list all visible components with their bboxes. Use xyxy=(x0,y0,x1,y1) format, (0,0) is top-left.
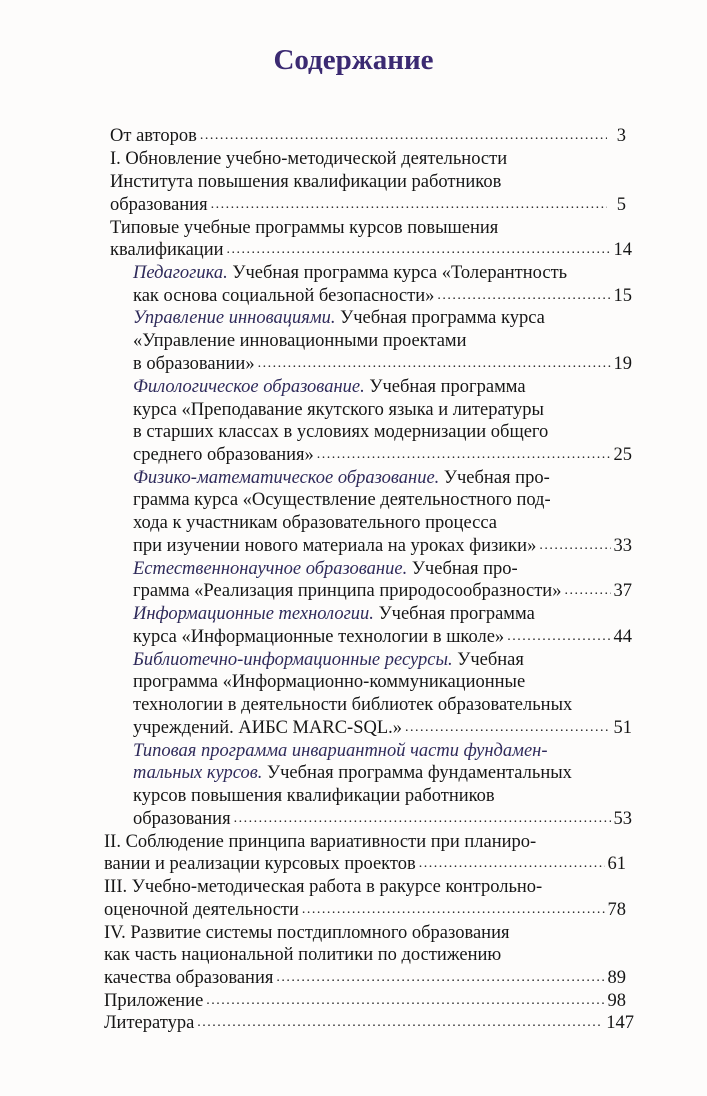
toc-entry-appendix[interactable] xyxy=(104,989,626,1013)
toc-entry-title: учреждений. АИБС MARC-SQL.» xyxy=(133,718,403,738)
toc-entry-section-4-line-3[interactable] xyxy=(104,966,626,990)
toc-page-number: 37 xyxy=(613,581,632,601)
toc-entry-invariant-line-1[interactable] xyxy=(133,739,548,763)
toc-entry-section-3-line-2[interactable] xyxy=(104,898,626,922)
toc-page-number: 53 xyxy=(613,809,632,829)
toc-entry-section-4-line-1[interactable]: IV. Развитие системы постдипломного образования xyxy=(104,923,510,943)
toc-page-number: 51 xyxy=(613,718,632,738)
toc-entry-title: Учебная xyxy=(452,650,524,670)
leader-dots xyxy=(197,1011,603,1035)
toc-page-number: 19 xyxy=(613,354,632,374)
toc-entry-title: оценочной деятельности xyxy=(104,900,299,920)
toc-page-number: 44 xyxy=(613,627,632,647)
toc-entry-title: в образовании» xyxy=(133,354,255,374)
toc-category: Типовая программа инвариантной части фундамен- xyxy=(133,741,548,761)
toc-entry-philology-line-4[interactable] xyxy=(133,443,632,467)
toc-entry-title: курса «Информационные технологии в школе» xyxy=(133,627,505,647)
toc-entry-innovation-line-2[interactable]: «Управление инновационными проектами xyxy=(133,331,467,351)
toc-entry-title: вании и реализации курсовых проектов xyxy=(104,854,416,874)
toc-entry-section-1-line-2[interactable]: Института повышения квалификации работников xyxy=(110,172,502,192)
toc-entry-title: образования xyxy=(133,809,231,829)
leader-dots xyxy=(405,716,610,740)
toc-entry-pedagogy-line-1[interactable] xyxy=(133,261,567,285)
toc-entry-title: Учебная программа xyxy=(364,377,526,397)
toc-entry-section-1-line-3[interactable] xyxy=(110,193,626,217)
toc-entry-section-2-line-2[interactable] xyxy=(104,852,626,876)
toc-entry-title: Учебная программа xyxy=(373,604,535,624)
toc-entry-natural-science-line-1[interactable] xyxy=(133,557,518,581)
toc-page-number: 98 xyxy=(607,991,626,1011)
toc-entry-literature[interactable] xyxy=(104,1011,634,1035)
toc-entry-library-line-2[interactable]: программа «Информационно-коммуникационные xyxy=(133,672,526,692)
leader-dots xyxy=(227,238,611,262)
toc-entry-it-line-1[interactable] xyxy=(133,602,535,626)
toc-category: тальных курсов. xyxy=(133,763,263,783)
leader-dots xyxy=(302,898,605,922)
leader-dots xyxy=(211,193,607,217)
leader-dots xyxy=(507,625,610,649)
leader-dots xyxy=(564,579,610,603)
toc-entry-innovation-line-3[interactable] xyxy=(133,352,632,376)
toc-entry-title: От авторов xyxy=(110,126,197,146)
leader-dots xyxy=(234,807,611,831)
toc-entry-title: Учебная программа курса xyxy=(335,308,545,328)
toc-category: Филологическое образование. xyxy=(133,377,365,397)
toc-entry-library-line-1[interactable] xyxy=(133,648,524,672)
toc-page-number: 25 xyxy=(613,445,632,465)
toc-entry-title: Учебная про- xyxy=(439,468,550,488)
toc-entry-typical-programs-line-2[interactable] xyxy=(110,238,632,262)
page-title: Содержание xyxy=(273,44,434,76)
toc-page-number: 3 xyxy=(616,126,626,146)
toc-category: Библиотечно-информационные ресурсы. xyxy=(133,650,453,670)
toc-entry-innovation-line-1[interactable] xyxy=(133,306,545,330)
toc-entry-title: Приложение xyxy=(104,991,204,1011)
toc-entry-physmath-line-3[interactable]: хода к участникам образовательного процесса xyxy=(133,513,497,533)
toc-entry-invariant-line-3[interactable]: курсов повышения квалификации работников xyxy=(133,786,495,806)
leader-dots xyxy=(276,966,604,990)
leader-dots xyxy=(539,534,610,558)
toc-entry-library-line-4[interactable] xyxy=(133,716,632,740)
toc-entry-title: Учебная программа курса «Толерантность xyxy=(227,263,568,283)
toc-entry-library-line-3[interactable]: технологии в деятельности библиотек образовательных xyxy=(133,695,573,715)
toc-entry-natural-science-line-2[interactable] xyxy=(133,579,632,603)
toc-page-number: 78 xyxy=(607,900,626,920)
toc-category: Информационные технологии. xyxy=(133,604,374,624)
toc-entry-physmath-line-4[interactable] xyxy=(133,534,632,558)
toc-entry-pedagogy-line-2[interactable] xyxy=(133,284,632,308)
toc-page-number: 147 xyxy=(606,1013,634,1033)
toc-entry-philology-line-1[interactable] xyxy=(133,375,526,399)
toc-page-number: 15 xyxy=(613,286,632,306)
toc-entry-section-4-line-2[interactable]: как часть национальной политики по достижению xyxy=(104,945,502,965)
toc-page-number: 61 xyxy=(607,854,626,874)
toc-entry-title: грамма «Реализация принципа природосообразности» xyxy=(133,581,562,601)
leader-dots xyxy=(258,352,611,376)
leader-dots xyxy=(437,284,610,308)
toc-category: Педагогика. xyxy=(133,263,228,283)
toc-entry-physmath-line-2[interactable]: грамма курса «Осуществление деятельностного под- xyxy=(133,490,551,510)
toc-entry-invariant-line-2[interactable] xyxy=(133,761,572,785)
toc-entry-from-authors[interactable] xyxy=(110,124,626,148)
toc-entry-title: как основа социальной безопасности» xyxy=(133,286,435,306)
toc-entry-invariant-line-4[interactable] xyxy=(133,807,632,831)
toc-entry-section-3-line-1[interactable]: III. Учебно-методическая работа в ракурсе контрольно- xyxy=(104,877,543,897)
toc-entry-title: квалификации xyxy=(110,240,224,260)
leader-dots xyxy=(200,124,607,148)
leader-dots xyxy=(206,989,604,1013)
toc-category: Управление инновациями. xyxy=(133,308,336,328)
toc-page-number: 5 xyxy=(616,195,626,215)
toc-entry-title: качества образования xyxy=(104,968,274,988)
toc-category: Физико-математическое образование. xyxy=(133,468,440,488)
toc-entry-title: Литература xyxy=(104,1013,195,1033)
toc-category: Естественнонаучное образование. xyxy=(133,559,408,579)
toc-entry-philology-line-3[interactable]: в старших классах в условиях модернизации общего xyxy=(133,422,549,442)
toc-entry-title: Учебная про- xyxy=(407,559,518,579)
toc-entry-philology-line-2[interactable]: курса «Преподавание якутского языка и литературы xyxy=(133,400,544,420)
toc-entry-typical-programs-line-1[interactable]: Типовые учебные программы курсов повышения xyxy=(110,218,499,238)
leader-dots xyxy=(419,852,605,876)
leader-dots xyxy=(317,443,611,467)
toc-entry-title: Учебная программа фундаментальных xyxy=(262,763,572,783)
toc-entry-section-2-line-1[interactable]: II. Соблюдение принципа вариативности при планиро- xyxy=(104,832,537,852)
toc-entry-title: при изучении нового материала на уроках физики» xyxy=(133,536,537,556)
toc-page-number: 33 xyxy=(613,536,632,556)
toc-entry-title: среднего образования» xyxy=(133,445,314,465)
toc-page-number: 89 xyxy=(607,968,626,988)
toc-entry-it-line-2[interactable] xyxy=(133,625,632,649)
toc-entry-section-1-line-1[interactable]: I. Обновление учебно-методической деятельности xyxy=(110,149,508,169)
toc-entry-title: образования xyxy=(110,195,208,215)
toc-page-number: 14 xyxy=(613,240,632,260)
toc-entry-physmath-line-1[interactable] xyxy=(133,466,550,490)
